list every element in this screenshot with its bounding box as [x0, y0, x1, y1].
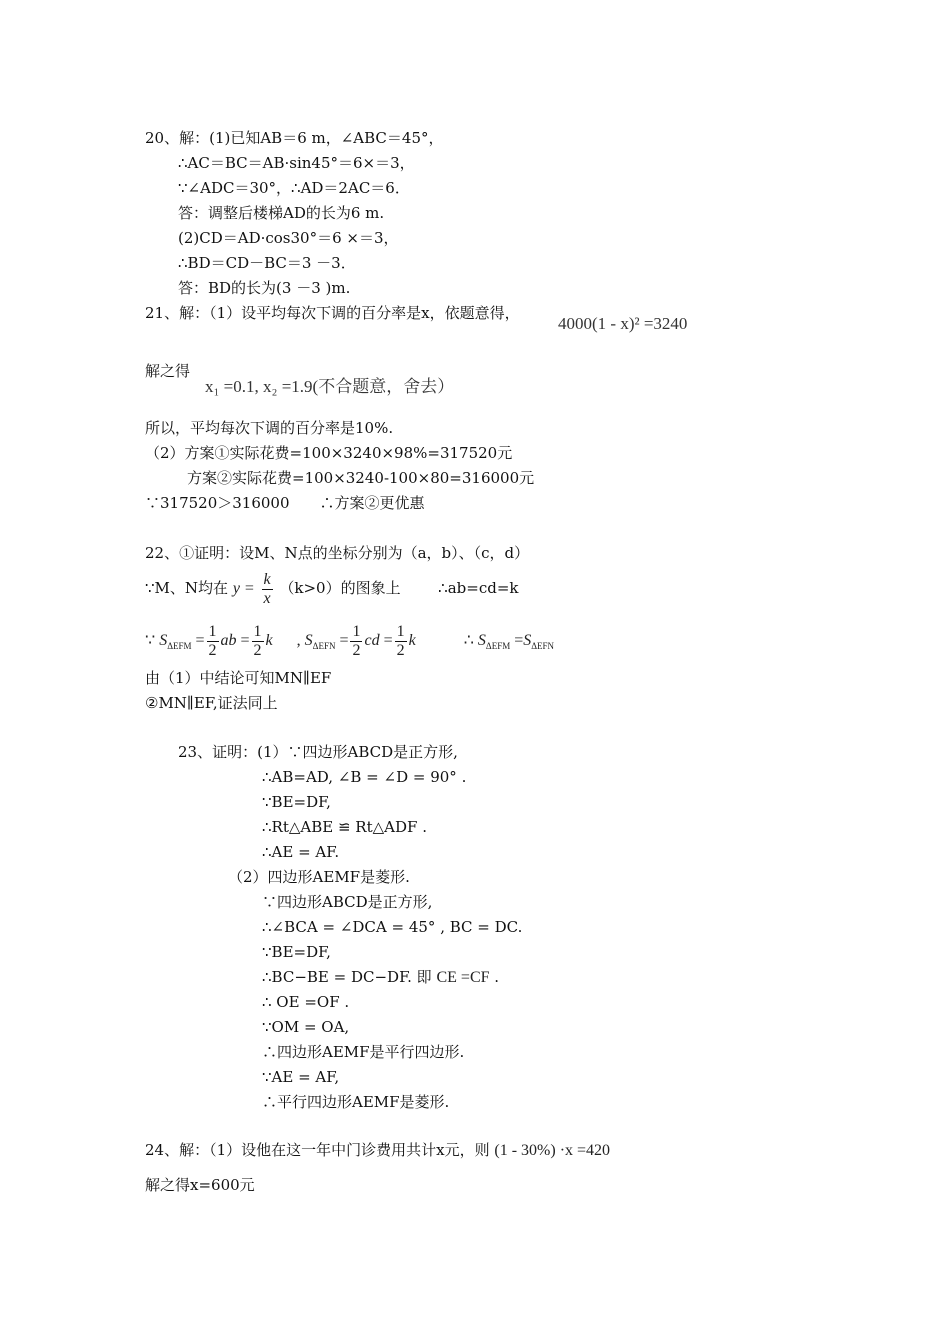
q24-equation-1: (1 - 30%) ·x =420 — [494, 1142, 611, 1159]
q22-line-2-condition: （k>0）的图象上 — [279, 579, 401, 597]
q22-line-1: 22、①证明：设M、N点的坐标分别为（a，b）、（c，d） — [145, 544, 530, 562]
therefore-symbol: ∴ — [463, 632, 474, 649]
q23-line-7: ∵四边形ABCD是正方形, — [262, 893, 433, 911]
q22-y-equals: y = — [232, 580, 255, 597]
q23-line-10-text: ∴BC−BE = DC−DF. 即 — [262, 968, 432, 986]
q20-line-3: ∵∠ADC＝30°，∴AD＝2AC＝6． — [178, 179, 410, 197]
q23-line-14: ∵AE = AF, — [262, 1068, 340, 1086]
q23-line-6: （2）四边形AEMF是菱形. — [228, 868, 410, 886]
q23-line-5: ∴AE = AF. — [262, 843, 340, 861]
area-subscript-efn: ΔEFN — [312, 641, 336, 652]
q22-line-4: 由（1）中结论可知MN∥EF — [145, 669, 332, 687]
q23-line-9: ∵BE=DF, — [262, 943, 331, 961]
q20-answer-1: 答：调整后楼梯AD的长为6 m. — [178, 204, 385, 222]
q23-line-1: 23、证明：(1）∵四边形ABCD是正方形, — [178, 743, 458, 761]
q21-equation-2: x₁ =0.1, x₂ =1.9(不合题意，舍去） — [205, 377, 455, 396]
q21-line-3: 所以，平均每次下调的百分率是10%. — [145, 419, 394, 437]
q23-line-3: ∵BE=DF, — [262, 793, 331, 811]
q23-line-13: ∴四边形AEMF是平行四边形. — [262, 1043, 465, 1061]
q23-line-12: ∵OM = OA, — [262, 1018, 350, 1036]
q20-line-1: 20、解：(1)已知AB＝6 m，∠ABC＝45°， — [145, 129, 444, 147]
q21-equation-1: 4000(1 - x)² =3240 — [558, 314, 688, 333]
area-subscript-efm: ΔEFM — [167, 641, 192, 652]
q23-line-15: ∴平行四边形AEMF是菱形. — [262, 1093, 450, 1111]
q24-line-1 — [145, 1140, 610, 1161]
q22-line-5: ②MN∥EF,证法同上 — [145, 694, 278, 712]
q21-line-4: （2）方案①实际花费=100×3240×98%=317520元 — [145, 444, 513, 462]
q21-line-6: ∵317520＞316000 ∴方案②更优惠 — [145, 494, 425, 512]
q24-line-2: 解之得x=600元 — [145, 1176, 255, 1194]
q20-line-2: ∴AC＝BC＝AB·sin45°＝6×＝3， — [178, 154, 415, 172]
q23-line-2: ∴AB=AD, ∠B = ∠D = 90° . — [262, 768, 467, 786]
q21-line-1: 21、解：（1）设平均每次下调的百分率是x，依题意得， — [145, 304, 520, 322]
q22-line-2 — [145, 568, 518, 609]
area-symbol: S — [159, 632, 168, 649]
q23-line-10-period: . — [494, 968, 500, 986]
q20-answer-2: 答：BD的长为(3 －3 )m. — [178, 279, 351, 297]
q23-line-8: ∴∠BCA = ∠DCA = 45° , BC = DC. — [262, 918, 523, 936]
q20-line-6: ∴BD＝CD－BC＝3 －3． — [178, 254, 356, 272]
q23-line-10 — [262, 967, 499, 988]
q22-k-over-x: $\frac{k}{x}$ — [263, 570, 271, 607]
q23-line-11: ∴ OE =OF . — [262, 993, 350, 1011]
q23-line-4: ∴Rt△ABE ≌ Rt△ADF . — [262, 818, 427, 836]
because-symbol: ∵ — [145, 632, 156, 649]
q20-line-5: (2)CD＝AD·cos30°＝6 ×＝3， — [178, 229, 399, 247]
q22-line-2-prefix: ∵M、N均在 — [145, 579, 229, 597]
q24-line-1-text: 24、解：（1）设他在这一年中门诊费用共计x元，则 — [145, 1141, 490, 1159]
q22-area-equation: ∵ $S_{\Delta EFM}$ = $\frac{1}{2}$ ab = $\frac{1}{2}$ k , $S_{\Delta EFN}$ = $\frac{1}{2}$ cd = $\frac{1}{2}$ k ∴ $S_{\Delta EFM} =S_{\Delta EFN}$ — [145, 622, 555, 659]
q21-solve-label: 解之得 — [145, 362, 191, 380]
q22-line-2-result: ∴ab=cd=k — [438, 579, 519, 597]
q21-line-5: 方案②实际花费=100×3240-100×80=316000元 — [187, 469, 535, 487]
q23-line-10-equation: CE =CF — [436, 969, 490, 986]
